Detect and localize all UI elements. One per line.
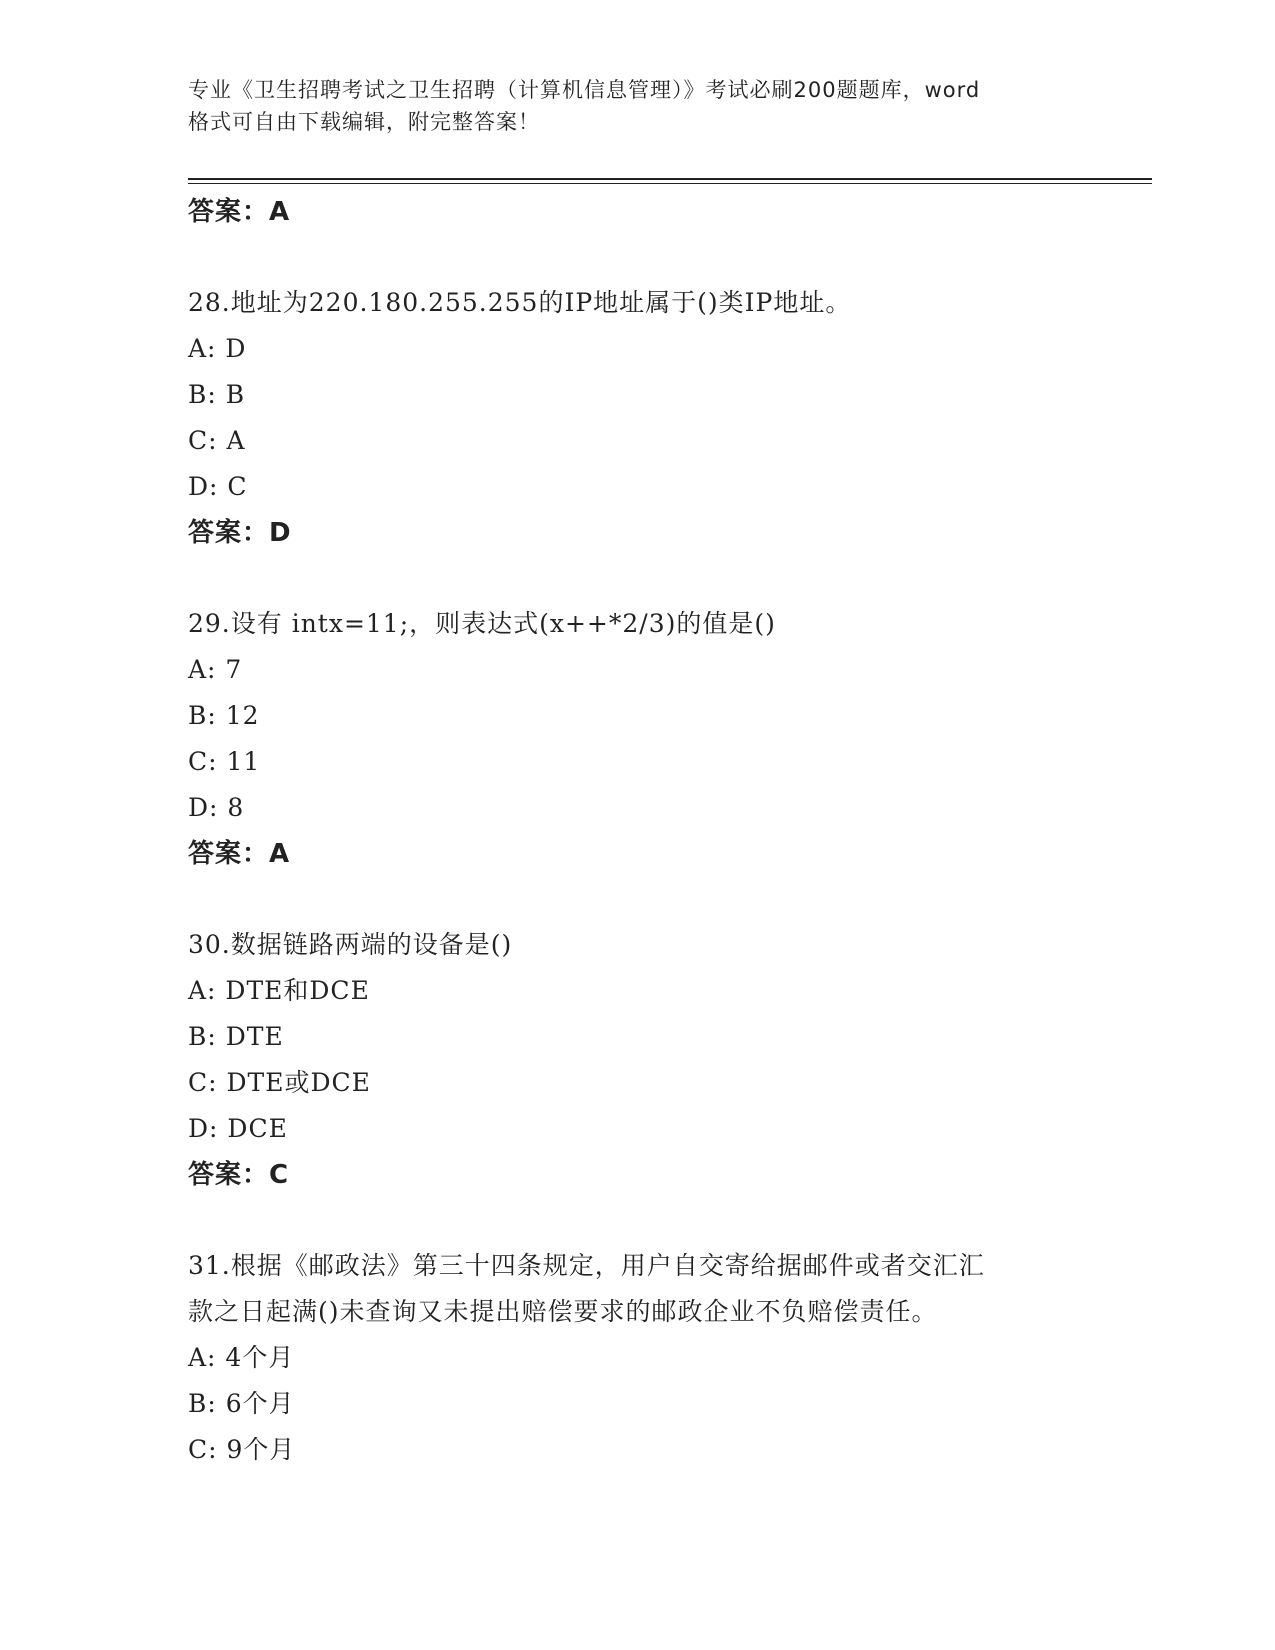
question-stem-line-1: 31.根据《邮政法》第三十四条规定，用户自交寄给据邮件或者交汇汇: [188, 1251, 985, 1280]
option-b: B: 6个月: [188, 1389, 295, 1418]
option-b: B: DTE: [188, 1022, 284, 1051]
header-rule-thin: [188, 183, 1152, 184]
option-a: A: DTE和DCE: [188, 976, 370, 1005]
option-c: C: 9个月: [188, 1435, 296, 1464]
option-a: A: D: [188, 334, 247, 363]
document-header: [188, 74, 1108, 138]
option-c: C: DTE或DCE: [188, 1068, 371, 1097]
answer: 答案：D: [188, 518, 292, 548]
option-d: D: DCE: [188, 1114, 288, 1143]
option-b: B: B: [188, 380, 246, 409]
answer: 答案：A: [188, 839, 291, 869]
option-c: C: 11: [188, 747, 261, 776]
question-list: [188, 189, 1088, 1473]
spacer: [188, 1198, 1088, 1243]
header-rule-thick: [188, 178, 1152, 180]
previous-answer: 答案：A: [188, 197, 291, 227]
option-b: B: 12: [188, 701, 260, 730]
question-stem-line-2: 款之日起满()未查询又未提出赔偿要求的邮政企业不负赔偿责任。: [188, 1297, 938, 1326]
question-28: [188, 280, 1088, 556]
question-stem: 29.设有 intx=11;，则表达式(x++*2/3)的值是(): [188, 609, 776, 638]
question-31: [188, 1243, 1088, 1473]
option-c: C: A: [188, 426, 246, 455]
question-stem: 28.地址为220.180.255.255的IP地址属于()类IP地址。: [188, 288, 852, 317]
spacer: [188, 877, 1088, 922]
option-a: A: 4个月: [188, 1343, 295, 1372]
option-d: D: C: [188, 472, 248, 501]
header-line-2: 格式可自由下载编辑，附完整答案！: [188, 110, 540, 134]
option-d: D: 8: [188, 793, 245, 822]
question-30: [188, 922, 1088, 1198]
answer: 答案：C: [188, 1160, 290, 1190]
question-29: [188, 601, 1088, 877]
spacer: [188, 235, 1088, 280]
spacer: [188, 556, 1088, 601]
header-line-1: 专业《卫生招聘考试之卫生招聘（计算机信息管理）》考试必刷200题题库，word: [188, 78, 981, 102]
option-a: A: 7: [188, 655, 243, 684]
question-stem: 30.数据链路两端的设备是(): [188, 930, 513, 959]
